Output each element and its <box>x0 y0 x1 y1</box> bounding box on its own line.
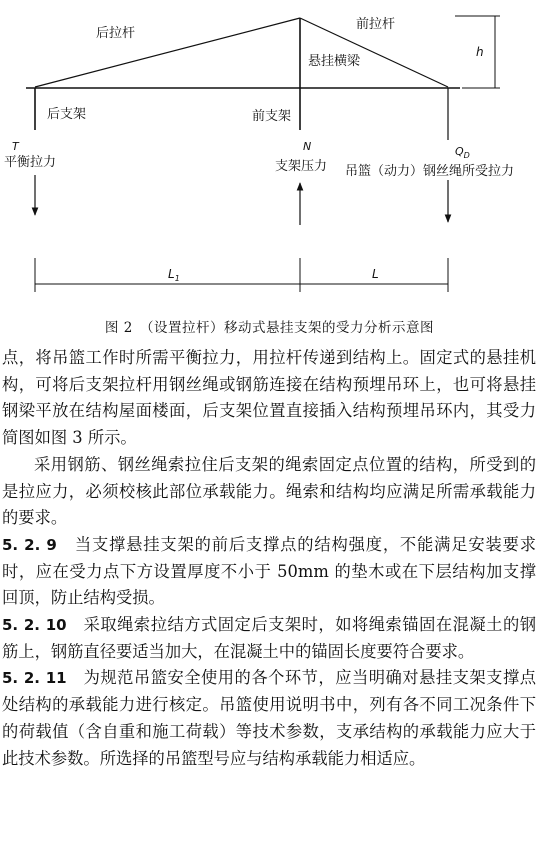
clause-5-2-9: 5. 2. 9 当支撑悬挂支架的前后支撑点的结构强度，不能满足安装要求时，应在受力点下方设置厚度不小于 50mm 的垫木或在下层结构加支撑回顶，防止结构受损。 <box>2 534 536 608</box>
front-support-label: 前支架 <box>252 109 292 124</box>
l1-label: $L_1$ <box>168 267 180 283</box>
basket-tension-label: 吊篮（动力）钢丝绳所受拉力 <box>345 164 515 179</box>
clause-number: 5. 2. 11 <box>2 669 67 688</box>
paragraph: 采用钢筋、钢丝绳索拉住后支架的绳索固定点位置的结构，所受到的是拉应力，必须校核此部位承载能力。绳索和结构均应满足所需承载能力的要求。 <box>2 454 536 528</box>
clause-5-2-10: 5. 2. 10 采取绳索拉结方式固定后支架时，如将绳索锚固在混凝土的钢筋上，钢筋直径要适当加大，在混凝土中的锚固长度要符合要求。 <box>2 615 536 661</box>
clause-number: 5. 2. 9 <box>2 535 57 554</box>
clause-number: 5. 2. 10 <box>2 616 67 635</box>
paragraph-continued: 点，将吊篮工作时所需平衡拉力，用拉杆传递到结构上。固定式的悬挂机构，可将后支架拉杆用钢丝绳或钢筋连接在结构预埋吊环上，也可将悬挂钢梁平放在结构屋面楼面，后支架位置直接插入结构预埋吊环内，其受力简图如图 3 所示。 <box>2 348 536 448</box>
n-symbol: N <box>303 140 312 153</box>
rear-tie-rod-label: 后拉杆 <box>96 26 136 41</box>
force-analysis-diagram <box>0 0 539 305</box>
l2-label: L <box>372 267 379 281</box>
q-symbol: $Q_D$ <box>455 145 470 160</box>
rear-support-label: 后支架 <box>47 107 87 122</box>
rear-tie-rod <box>35 18 300 87</box>
body-text <box>2 345 536 772</box>
balance-tension-label: 平衡拉力 <box>4 155 57 170</box>
t-symbol: T <box>12 140 19 153</box>
cantilever-beam-label: 悬挂横梁 <box>308 54 361 69</box>
support-pressure-label: 支架压力 <box>275 159 328 174</box>
figure-caption: 图 2 （设置拉杆）移动式悬挂支架的受力分析示意图 <box>104 320 435 336</box>
clause-5-2-11: 5. 2. 11 为规范吊篮安全使用的各个环节，应当明确对悬挂支架支撑点处结构的承载能力进行核定。吊篮使用说明书中，列有各不同工况条件下的荷载值（含自重和施工荷载）等技术参数，支承结构的承载能力应大于此技术参数。所选择的吊篮型号应与结构承载能力相适应。 <box>2 668 536 768</box>
front-tie-rod-label: 前拉杆 <box>356 17 396 32</box>
h-label: h <box>476 45 484 59</box>
